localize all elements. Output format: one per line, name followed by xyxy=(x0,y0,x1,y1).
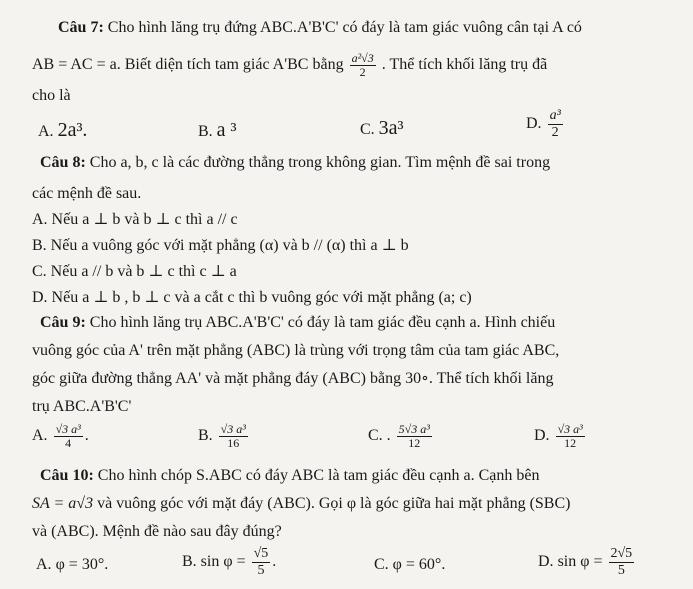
q10-option-d[interactable] xyxy=(538,546,636,579)
q7-opt-b-text: a ³ xyxy=(216,119,237,141)
q9-label: Câu 9: xyxy=(40,314,86,331)
q7-opt-d-fraction xyxy=(548,108,563,141)
q10-option-c[interactable] xyxy=(374,555,445,575)
q9-opt-d-fraction xyxy=(556,423,585,450)
q10-opt-b-pre: sin φ = xyxy=(200,553,246,571)
q10-opt-d-fraction xyxy=(609,546,635,579)
q8-option-c[interactable]: C. Nếu a // b và b ⊥ c thì c ⊥ a xyxy=(32,263,237,280)
q10-opt-b-suffix: . xyxy=(272,553,277,571)
q9-option-b[interactable] xyxy=(198,423,250,450)
q8-label: Câu 8: xyxy=(40,154,86,171)
q7-opt-c-letter: C. xyxy=(360,121,375,138)
q7-opt-a-letter: A. xyxy=(38,123,54,140)
q7-frac-num: a²√3 xyxy=(351,51,374,65)
q10-line2 xyxy=(32,494,570,514)
q10-opt-d-num: 2√5 xyxy=(610,546,633,561)
q9-opt-a-fraction xyxy=(54,423,83,450)
q9-opt-a-num: √3 a³ xyxy=(55,422,81,436)
q9-line4: trụ ABC.A'B'C' xyxy=(32,398,132,415)
q9-text1: Cho hình lăng trụ ABC.A'B'C' có đáy là tam giác đều cạnh a. Hình chiếu xyxy=(89,314,556,331)
q7-line2 xyxy=(32,52,547,79)
q10-opt-d-den: 5 xyxy=(617,563,625,578)
q7-text2a: AB = AC = a. Biết diện tích tam giác A'BC bằng xyxy=(32,56,344,74)
q9-option-d[interactable] xyxy=(534,423,587,450)
q8-line2: các mệnh đề sau. xyxy=(32,185,142,202)
q9-line3: góc giữa đường thẳng AA' và mặt phẳng đáy (ABC) bằng 30∘. Thể tích khối lăng xyxy=(32,370,554,387)
q9-opt-d-den: 12 xyxy=(564,436,577,450)
q9-opt-c-den: 12 xyxy=(408,436,421,450)
q10-sa-expression: SA = a√3 xyxy=(32,495,94,512)
q7-text2b: . Thể tích khối lăng trụ đã xyxy=(381,56,548,74)
q9-line2: vuông góc của A' trên mặt phẳng (ABC) là trùng với trọng tâm của tam giác ABC, xyxy=(32,342,560,359)
q9-opt-b-den: 16 xyxy=(227,436,240,450)
q10-opt-c-letter: C. xyxy=(374,556,389,573)
q9-opt-c-letter: C. . xyxy=(368,427,391,445)
q10-text1: Cho hình chóp S.ABC có đáy ABC là tam giác đều cạnh a. Cạnh bên xyxy=(97,467,540,484)
q7-fraction xyxy=(350,52,376,79)
q7-line1 xyxy=(58,18,582,38)
q8-option-d[interactable]: D. Nếu a ⊥ b , b ⊥ c và a cắt c thì b vuông góc với mặt phẳng (a; c) xyxy=(32,289,472,306)
q9-opt-d-num: √3 a³ xyxy=(557,422,583,436)
q8-line1 xyxy=(40,153,550,173)
q7-option-b[interactable] xyxy=(198,120,237,142)
q10-line1 xyxy=(40,466,539,486)
q9-opt-a-den: 4 xyxy=(65,436,72,450)
q9-option-c[interactable] xyxy=(368,423,434,450)
q9-opt-b-fraction xyxy=(219,423,248,450)
q7-option-d[interactable] xyxy=(526,108,565,141)
q7-opt-d-letter: D. xyxy=(526,115,542,133)
q7-opt-b-letter: B. xyxy=(198,123,213,140)
q8-option-a[interactable]: A. Nếu a ⊥ b và b ⊥ c thì a // c xyxy=(32,211,238,228)
q7-frac-den: 2 xyxy=(359,65,366,79)
q10-opt-d-pre: sin φ = xyxy=(557,553,603,571)
q9-opt-b-letter: B. xyxy=(198,427,213,445)
q7-label: Câu 7: xyxy=(58,19,104,36)
q8-text1: Cho a, b, c là các đường thẳng trong không gian. Tìm mệnh đề sai trong xyxy=(89,154,551,171)
q7-opt-a-text: 2a³. xyxy=(57,119,88,141)
q9-opt-a-suffix: . xyxy=(84,427,89,445)
q7-option-a[interactable] xyxy=(38,120,87,142)
q10-opt-d-letter: D. xyxy=(538,553,554,571)
q9-option-a[interactable] xyxy=(32,423,89,450)
q10-opt-b-num: √5 xyxy=(253,546,269,561)
q9-opt-a-letter: A. xyxy=(32,427,48,445)
q10-label: Câu 10: xyxy=(40,467,94,484)
q7-opt-d-num: a³ xyxy=(549,108,561,123)
q10-opt-b-letter: B. xyxy=(182,553,197,571)
q10-text2: và vuông góc với mặt đáy (ABC). Gọi φ là góc giữa hai mặt phẳng (SBC) xyxy=(97,495,571,512)
q10-option-b[interactable] xyxy=(182,546,276,579)
q10-opt-b-fraction xyxy=(252,546,271,579)
q9-opt-b-num: √3 a³ xyxy=(220,422,246,436)
q10-opt-a-text: φ = 30°. xyxy=(55,556,109,573)
q9-opt-c-fraction xyxy=(397,423,432,450)
q7-text1: Cho hình lăng trụ đứng ABC.A'B'C' có đáy là tam giác vuông cân tại A có xyxy=(107,19,582,36)
q10-opt-c-text: φ = 60°. xyxy=(392,556,446,573)
q10-option-a[interactable] xyxy=(36,555,108,575)
q9-opt-c-num: 5√3 a³ xyxy=(398,422,430,436)
q10-line3: và (ABC). Mệnh đề nào sau đây đúng? xyxy=(32,523,282,540)
q9-line1 xyxy=(40,313,555,333)
q7-opt-d-den: 2 xyxy=(551,125,559,140)
q10-opt-b-den: 5 xyxy=(257,563,265,578)
q7-option-c[interactable] xyxy=(360,118,404,140)
q9-opt-d-letter: D. xyxy=(534,427,550,445)
q7-line3: cho là xyxy=(32,87,71,104)
q8-option-b[interactable]: B. Nếu a vuông góc với mặt phẳng (α) và b // (α) thì a ⊥ b xyxy=(32,237,409,254)
q10-opt-a-letter: A. xyxy=(36,556,52,573)
q7-opt-c-text: 3a³ xyxy=(378,117,404,139)
